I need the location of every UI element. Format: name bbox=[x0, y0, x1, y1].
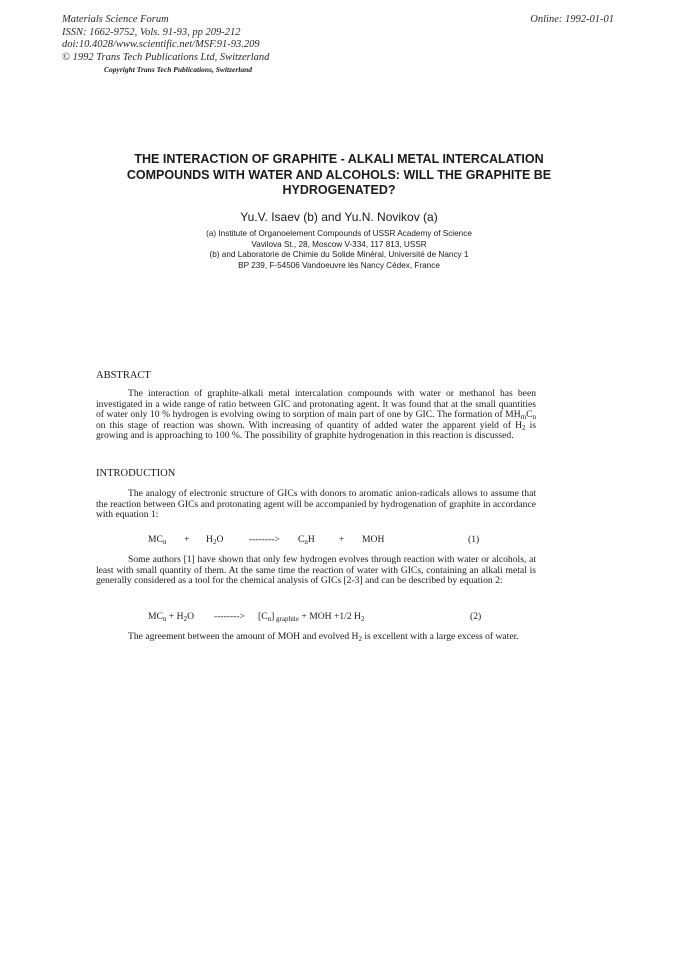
publisher-line: © 1992 Trans Tech Publications Ltd, Switzerland bbox=[62, 51, 270, 63]
eq1-h-sub: 2 bbox=[212, 538, 217, 546]
eq1-o: O bbox=[216, 534, 224, 545]
eq1-mc-sub: n bbox=[162, 538, 167, 546]
eq2-cn-sub: n bbox=[267, 615, 272, 623]
abstract-sub-m: m bbox=[520, 413, 527, 421]
abstract-sub-n: n bbox=[532, 413, 536, 421]
eq2-arrow: --------> bbox=[214, 611, 245, 622]
authors: Yu.V. Isaev (b) and Yu.N. Novikov (a) bbox=[240, 210, 438, 224]
intro-paragraph-3 bbox=[96, 632, 536, 643]
eq2-cn: [C bbox=[258, 611, 268, 622]
eq2-bracket: ] bbox=[271, 611, 275, 622]
eq1-mcn bbox=[148, 534, 166, 545]
eq2-mc-sub: n bbox=[162, 615, 167, 623]
eq1-mc: MC bbox=[148, 534, 163, 545]
introduction-heading: INTRODUCTION bbox=[96, 468, 176, 479]
affiliation-a-line-2: Vavilova St., 28, Moscow V-334, 117 813, USSR bbox=[251, 239, 427, 249]
eq1-c-sub: n bbox=[304, 538, 308, 546]
intro-p3-sub: 2 bbox=[358, 635, 362, 643]
eq1-h: H bbox=[206, 534, 213, 545]
eq1-cnh bbox=[298, 534, 315, 545]
eq1-h-tail: H bbox=[307, 534, 315, 545]
online-date: Online: 1992-01-01 bbox=[530, 14, 614, 25]
eq1-plus-2: + bbox=[339, 534, 345, 545]
eq2-graphite: graphite bbox=[274, 615, 299, 623]
title-line-2: COMPOUNDS WITH WATER AND ALCOHOLS: WILL THE GRAPHITE BE bbox=[126, 167, 552, 182]
intro-p3-text-a: The agreement between the amount of MOH and evolved H bbox=[128, 631, 359, 642]
abstract-text-2: C bbox=[526, 409, 533, 420]
intro-p3-text-b: is excellent with a large excess of water. bbox=[361, 631, 519, 642]
eq2-moh-h: + MOH +1/2 H bbox=[298, 611, 361, 622]
title-line-1: THE INTERACTION OF GRAPHITE - ALKALI METAL INTERCALATION bbox=[134, 152, 544, 166]
copyright-line: Copyright Trans Tech Publications, Switzerland bbox=[104, 65, 253, 74]
affiliation-b-line-2: BP 239, F-54506 Vandoeuvre lès Nancy Cédex, France bbox=[238, 260, 440, 270]
journal-name: Materials Science Forum bbox=[62, 14, 169, 25]
affiliation-a-line-1: (a) Institute of Organoelement Compounds of USSR Academy of Science bbox=[206, 229, 472, 238]
eq1-moh: MOH bbox=[362, 534, 385, 545]
eq2-plus-h: + H bbox=[166, 611, 184, 622]
issn-line: ISSN: 1662-9752, Vols. 91-93, pp 209-212 bbox=[62, 26, 241, 38]
eq1-plus: + bbox=[184, 534, 190, 545]
title-line-3: HYDROGENATED? bbox=[282, 183, 396, 197]
eq2-o: O bbox=[187, 611, 195, 622]
abstract-text-1: The interaction of graphite-alkali metal intercalation compounds with water or methanol has been investigated in a wide range of ratio between GIC and protonating agent. It was found that at the small quantities of water only 10 % hydrogen is evolving owing to sorption of main part of one by GIC. The formation of MH bbox=[96, 388, 536, 420]
doi-line: doi:10.4028/www.scientific.net/MSF.91-93.209 bbox=[62, 39, 260, 50]
abstract-heading: ABSTRACT bbox=[96, 370, 151, 381]
intro-paragraph-2: Some authors [1] have shown that only few hydrogen evolves through reaction with water or alcohols, at least with small quantity of them. At the same time the reaction of water with GICs, containing an alkali metal is generally considered as a tool for the chemical analysis of GICs [2-3] and can be described by equation 2: bbox=[96, 554, 536, 586]
eq1-arrow: --------> bbox=[249, 534, 280, 545]
eq2-rhs bbox=[258, 611, 364, 622]
eq1-c: C bbox=[298, 534, 305, 545]
abstract-sub-2: 2 bbox=[522, 423, 526, 432]
eq2-number: (2) bbox=[470, 611, 482, 622]
affiliation-b-line-1: (b) and Laboratorie de Chimie du Solide Minéral, Université de Nancy 1 bbox=[209, 250, 469, 259]
abstract-paragraph bbox=[96, 389, 536, 442]
eq2-lhs bbox=[148, 611, 194, 622]
eq2-h-sub: 2 bbox=[183, 615, 188, 623]
eq2-mc: MC bbox=[148, 611, 163, 622]
affiliations bbox=[0, 229, 678, 271]
intro-paragraph-1: The analogy of electronic structure of GICs with donors to aromatic anion-radicals allows to assume that the reaction between GICs and protonating agent will be accompanied by hydrogenation of graphite in accordance with equation 1: bbox=[96, 488, 536, 520]
eq1-number: (1) bbox=[468, 534, 480, 545]
journal-header bbox=[62, 14, 269, 64]
paper-title bbox=[60, 152, 618, 199]
abstract-text-3: on this stage of reaction was shown. With increasing of quantity of added water the apparent yield of H bbox=[96, 419, 523, 431]
abstract-text-4: is growing and is approaching to 100 %. The possibility of graphite hydrogenation in this reaction is discussed. bbox=[96, 419, 536, 441]
eq2-h2-sub: 2 bbox=[360, 615, 365, 623]
eq1-h2o bbox=[206, 534, 223, 545]
